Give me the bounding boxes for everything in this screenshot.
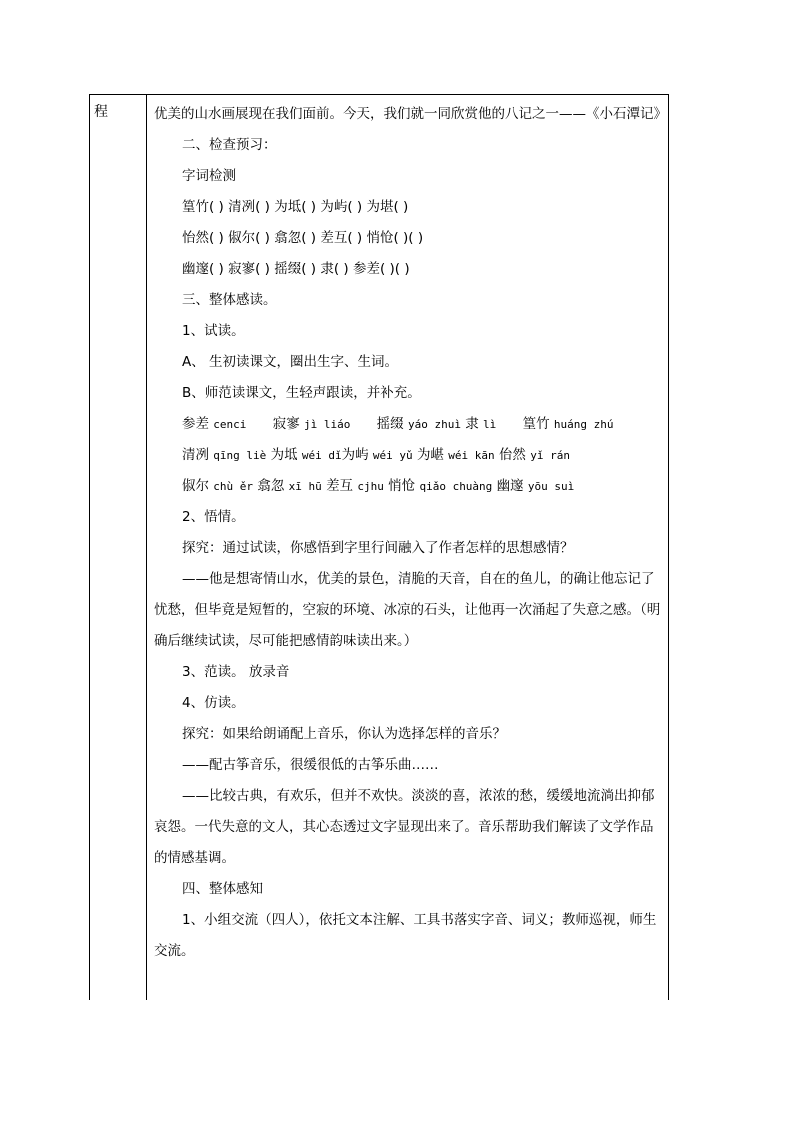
pinyin-word: 摇缀 xyxy=(376,416,404,432)
pinyin-word: 为坻 xyxy=(270,447,298,463)
pinyin-text: chù ěr xyxy=(213,480,254,493)
pinyin-text: wéi dǐ xyxy=(301,449,342,462)
pinyin-word: 参差 xyxy=(182,416,209,432)
pinyin-text: jì liáo xyxy=(304,418,351,431)
step-enlightenment: 2、悟情。 xyxy=(182,509,245,525)
pinyin-text: yǐ rán xyxy=(530,449,570,462)
step-model-reading: 3、范读。 放录音 xyxy=(182,664,290,680)
pinyin-text: qīng liè xyxy=(213,449,267,462)
pinyin-word: 为嵁 xyxy=(416,447,444,463)
step-item: A、 生初读课文，圈出生字、生词。 xyxy=(182,354,399,370)
pinyin-word: 悄怆 xyxy=(388,478,416,494)
pinyin-word: 为屿 xyxy=(341,447,369,463)
pinyin-word: 寂寥 xyxy=(272,416,300,432)
side-label: 程 xyxy=(94,104,108,120)
pinyin-word: 俶尔 xyxy=(182,478,209,494)
pinyin-text: cjhu xyxy=(357,480,384,493)
group-discussion-paragraph: 1、小组交流（四人），依托文本注解、工具书落实字音、词义；教师巡视，师生交流。 xyxy=(154,912,657,959)
pinyin-text: huáng zhú xyxy=(553,418,614,431)
answer-line: ——配古筝音乐，很缓很低的古筝乐曲…… xyxy=(182,757,439,773)
pinyin-text: yōu suì xyxy=(527,480,575,493)
pinyin-word: 隶 xyxy=(465,416,479,432)
answer-paragraph: ——比较古典，有欢乐，但并不欢快。淡淡的喜，浓浓的愁，缓缓地流淌出抑郁哀怨。一代失意的文人，其心态透过文字显现出来了。音乐帮助我们解读了文学作品的情感基调。 xyxy=(154,788,655,866)
pinyin-word: 翕忽 xyxy=(257,478,285,494)
subheading-word-test: 字词检测 xyxy=(182,168,236,184)
pinyin-text: wéi kān xyxy=(448,449,495,462)
column-divider xyxy=(146,95,147,1000)
step-imitation-reading: 4、仿读。 xyxy=(182,695,245,711)
pinyin-word: 差互 xyxy=(326,478,354,494)
pinyin-word: 篁竹 xyxy=(522,416,550,432)
pinyin-text: xī hū xyxy=(288,480,322,493)
word-test-line: 怡然( ) 俶尔( ) 翕忽( ) 差互( ) 悄怆( )( ) xyxy=(182,230,424,246)
pinyin-text: cenci xyxy=(213,418,247,431)
inquiry-question: 探究：如果给朗诵配上音乐，你认为选择怎样的音乐？ xyxy=(182,726,506,742)
pinyin-word: 佁然 xyxy=(498,447,526,463)
lesson-content xyxy=(154,99,667,967)
pinyin-text: yáo zhuì xyxy=(407,418,461,431)
pinyin-word: 幽邃 xyxy=(496,478,524,494)
pinyin-text: wéi yǔ xyxy=(372,449,413,462)
intro-paragraph: 优美的山水画展现在我们面前。今天，我们就一同欣赏他的八记之一——《小石潭记》 xyxy=(154,106,667,122)
word-test-line: 幽邃( ) 寂寥( ) 摇缀( ) 隶( ) 参差( )( ) xyxy=(182,261,410,277)
section-heading-perception: 四、整体感知 xyxy=(182,881,263,897)
inquiry-question: 探究：通过试读，你感悟到字里行间融入了作者怎样的思想感情？ xyxy=(182,540,574,556)
section-heading-preview: 二、检查预习： xyxy=(182,137,277,153)
lesson-table xyxy=(89,94,669,1000)
answer-paragraph: ——他是想寄情山水，优美的景色，清脆的天音，自在的鱼儿，的确让他忘记了忧愁，但毕竟是短暂的，空寂的环境、冰凉的石头，让他再一次涌起了失意之感。（明确后继续试读，尽可能把感情韵味读出来。） xyxy=(154,571,661,649)
pinyin-row xyxy=(154,471,664,502)
word-test-line: 篁竹( ) 清冽( ) 为坻( ) 为屿( ) 为堪( ) xyxy=(182,199,409,215)
pinyin-row xyxy=(154,409,664,440)
pinyin-row xyxy=(154,440,664,471)
step-trial-reading: 1、试读。 xyxy=(182,323,245,339)
section-heading-reading: 三、整体感读。 xyxy=(182,292,277,308)
pinyin-text: lì xyxy=(483,418,497,431)
pinyin-word: 清冽 xyxy=(182,447,209,463)
pinyin-text: qiǎo chuàng xyxy=(419,480,493,493)
step-item: B、师范读课文，生轻声跟读，并补充。 xyxy=(182,385,421,401)
